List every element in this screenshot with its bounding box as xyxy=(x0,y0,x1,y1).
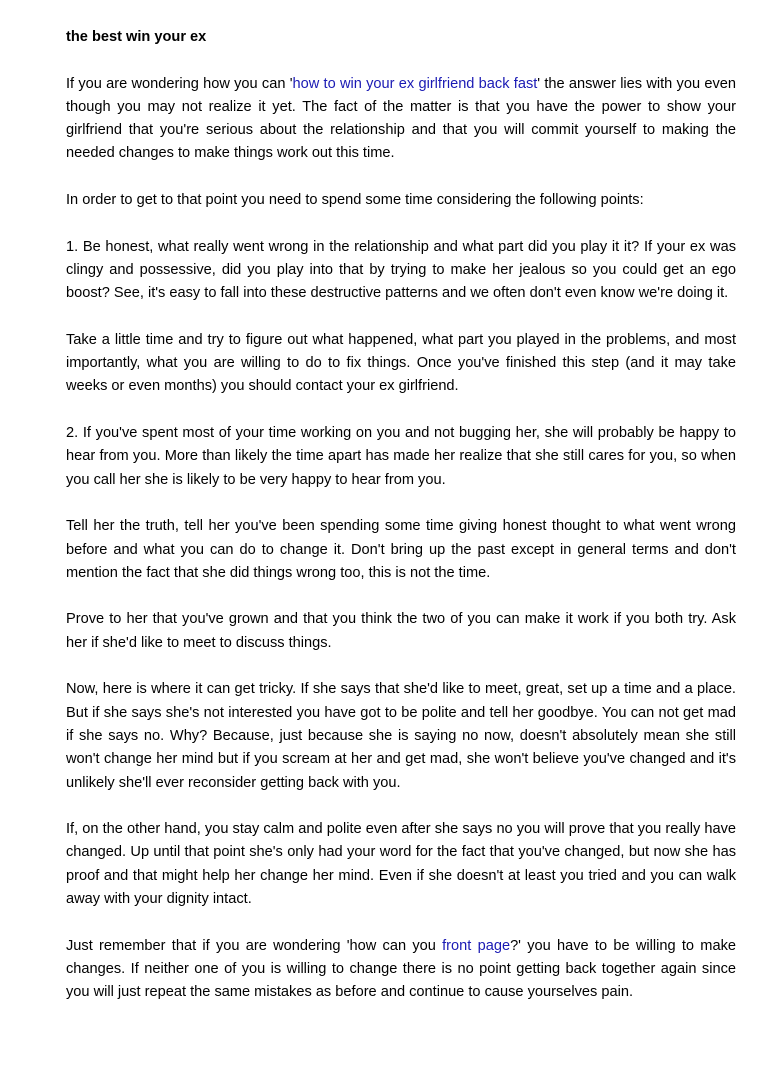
paragraph-text: ?' you have to be willing to make changes. If neither one of you is willing to change there is no point getting back together again since you will just repeat the same mistakes as before and continue to cause yourselves pain. xyxy=(66,937,736,1001)
paragraph-text: Just remember that if you are wondering 'how can you xyxy=(66,937,443,954)
paragraph-points-intro: In order to get to that point you need to spend some time considering the following points: xyxy=(66,192,644,209)
paragraph-text: ' the answer lies with you even though you may not realize it yet. The fact of the matter is that you have the power to show your girlfriend that you're serious about the relationship and that you will commit yourself to making the needed changes to make things work out this time. xyxy=(66,75,736,162)
paragraph-intro xyxy=(66,73,736,166)
paragraph-tricky: Now, here is where it can get tricky. If she says that she'd like to meet, great, set up a time and a place. But if she says she's not interested you have got to be polite and tell her goodbye. You can not get mad if she says no. Why? Because, just because she is saying no now, doesn't absolutely mean she still won't change her mind but if you scream at her and get mad, she won't believe you've changed and it's unlikely she'll ever reconsider getting back with you. xyxy=(66,681,736,791)
paragraph-conclusion xyxy=(66,935,736,1005)
paragraph-stay-calm: If, on the other hand, you stay calm and polite even after she says no you will prove that you really have changed. Up until that point she's only had your word for the fact that you've changed, but now she has proof and that might help her change her mind. Even if she doesn't at least you tried and you can walk away with your dignity intact. xyxy=(66,821,736,907)
document-page xyxy=(66,26,736,1028)
win-ex-girlfriend-link[interactable]: how to win your ex girlfriend back fast xyxy=(292,75,538,92)
document-title: the best win your ex xyxy=(66,29,207,45)
front-page-link[interactable]: front page xyxy=(442,937,511,954)
paragraph-tell-truth: Tell her the truth, tell her you've been spending some time giving honest thought to what went wrong before and what you can do to change it. Don't bring up the past except in general terms and don't mention the fact that she did things wrong too, this is not the time. xyxy=(66,518,736,581)
paragraph-text: If you are wondering how you can ' xyxy=(66,75,293,92)
paragraph-point-1: 1. Be honest, what really went wrong in the relationship and what part did you play it it? If your ex was clingy and possessive, did you play into that by trying to make her jealous so you could get an ego boost? See, it's easy to fall into these destructive patterns and we often don't even know we're doing it. xyxy=(66,238,736,302)
paragraph-prove-grown: Prove to her that you've grown and that you think the two of you can make it work if you both try. Ask her if she'd like to meet to discuss things. xyxy=(66,611,736,651)
paragraph-point-2: 2. If you've spent most of your time working on you and not bugging her, she will probably be happy to hear from you. More than likely the time apart has made her realize that she still cares for you, so when you call her she is likely to be very happy to hear from you. xyxy=(66,425,736,488)
paragraph-figure-out: Take a little time and try to figure out what happened, what part you played in the problems, and most importantly, what you are willing to do to fix things. Once you've finished this step (and it may take weeks or even months) you should contact your ex girlfriend. xyxy=(66,331,736,395)
